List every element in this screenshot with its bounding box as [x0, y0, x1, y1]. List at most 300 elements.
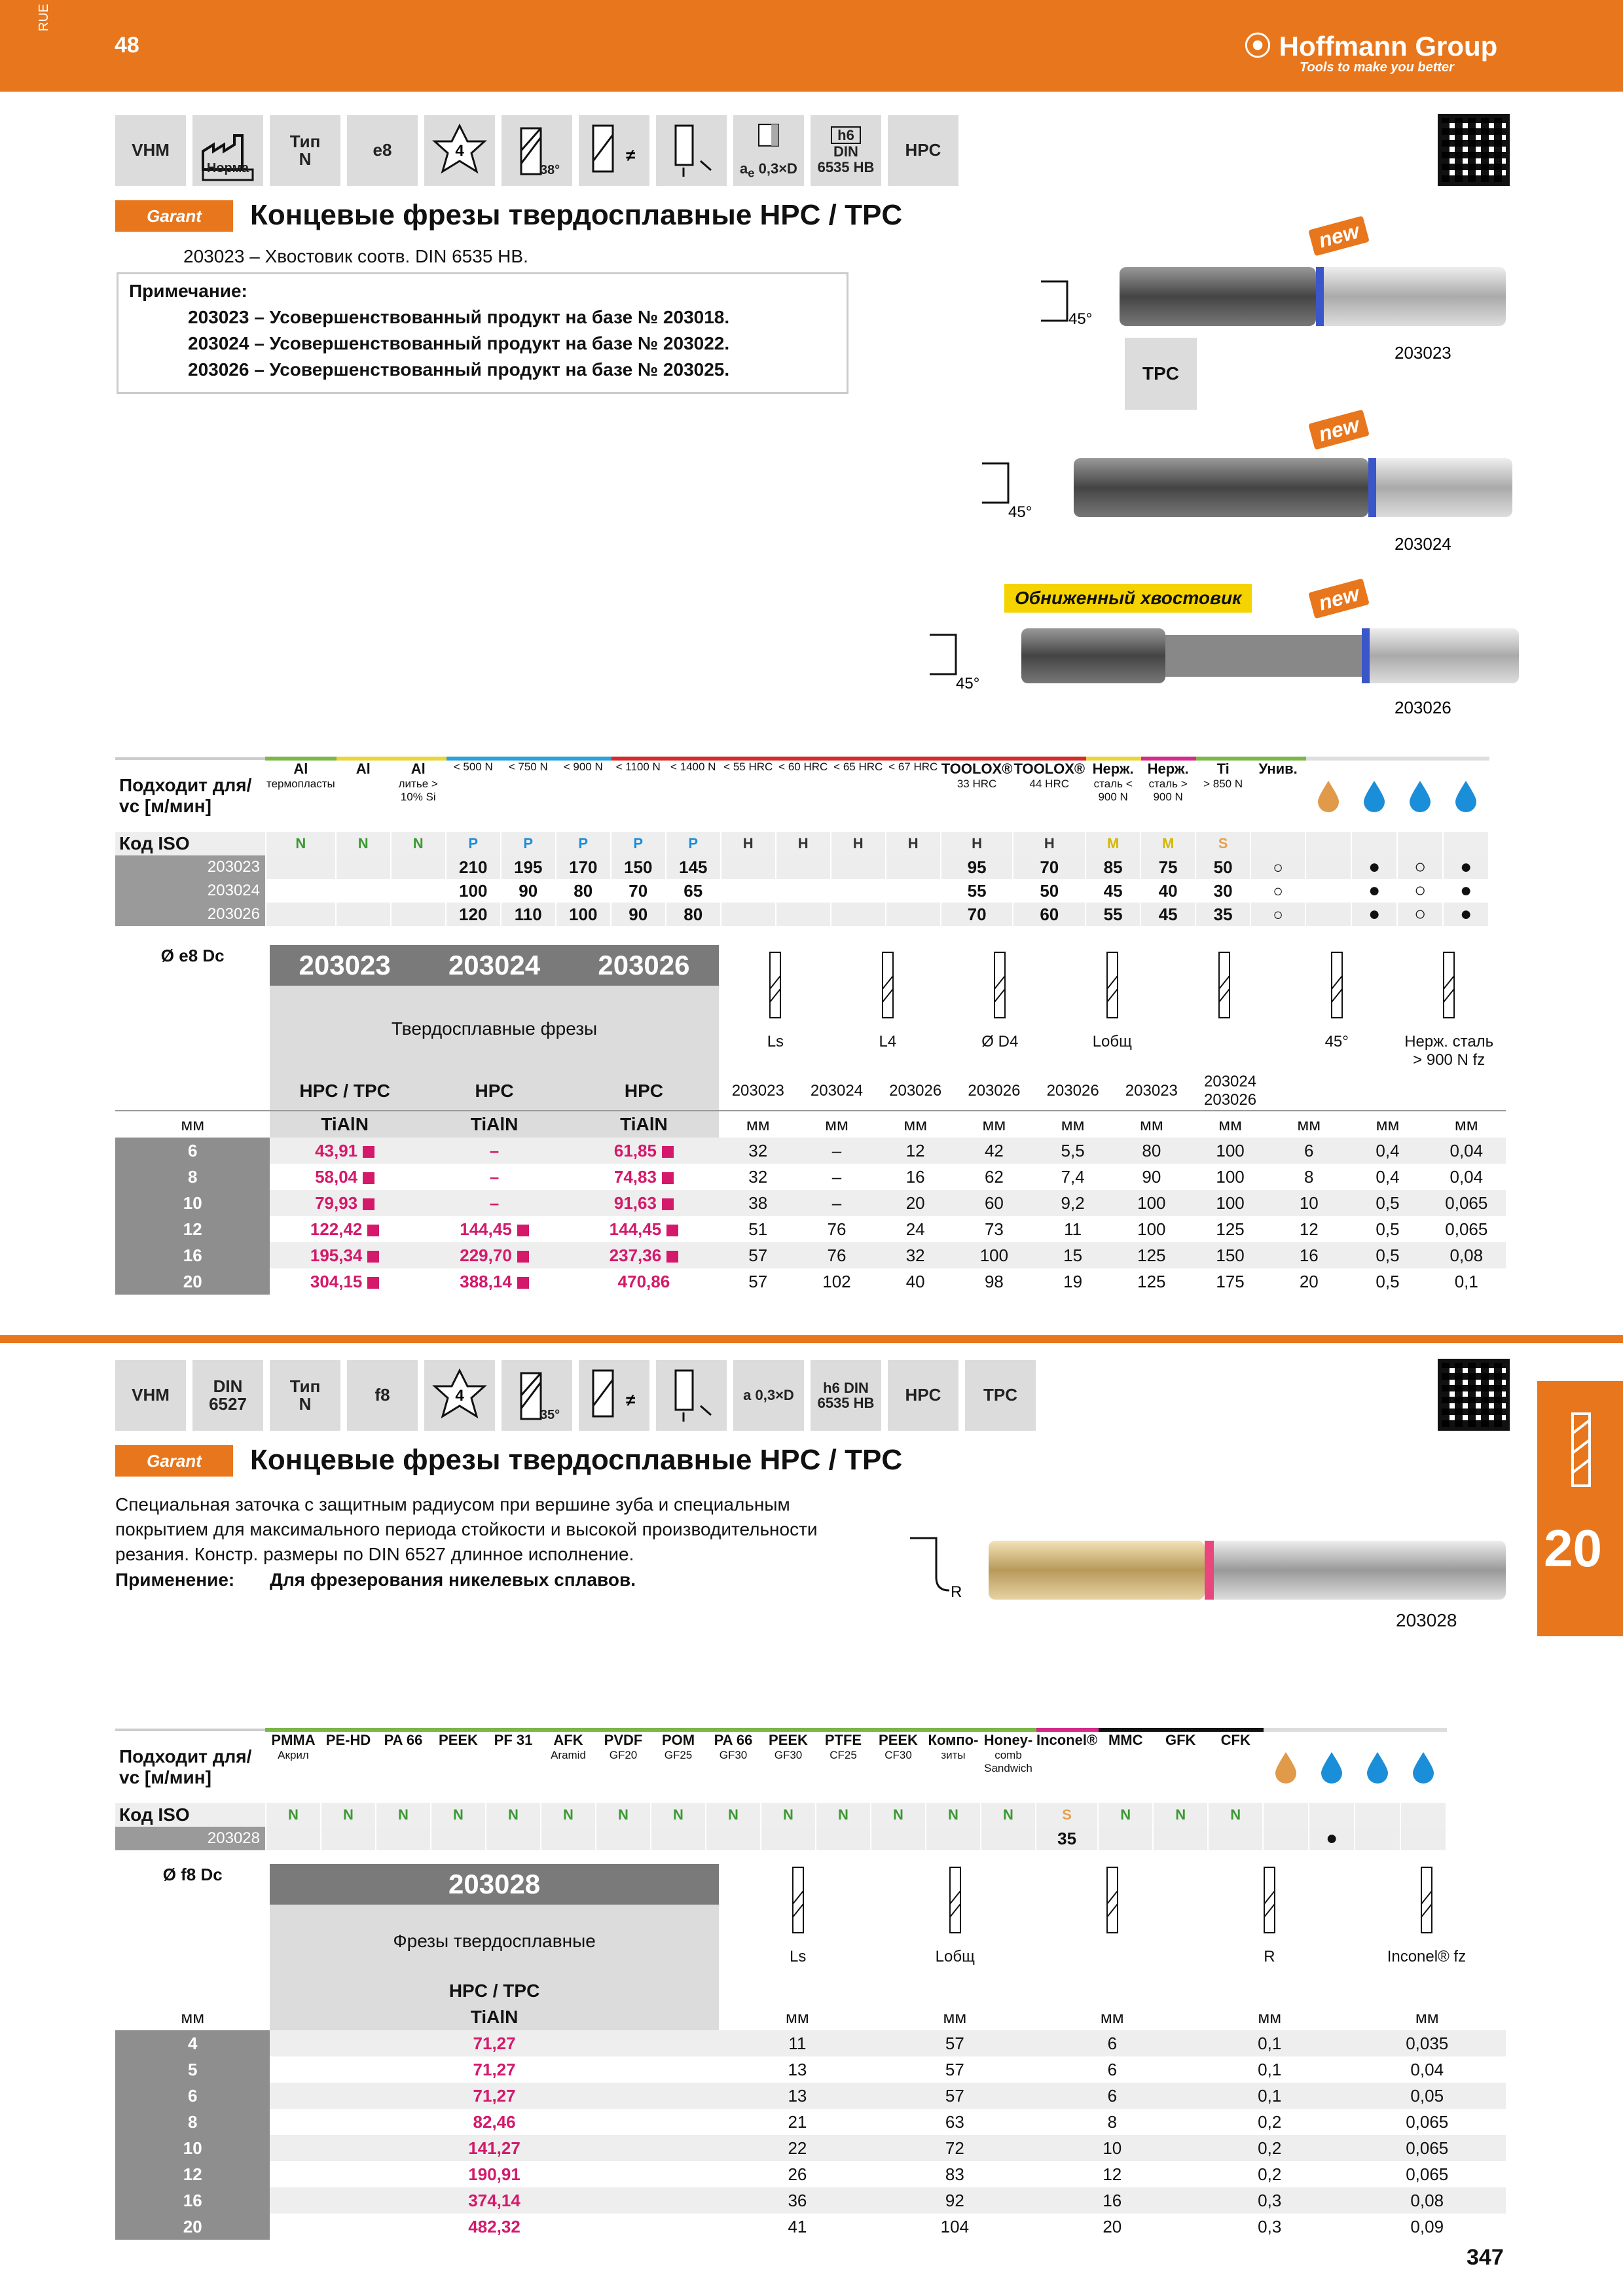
vc-value: 170	[556, 855, 611, 879]
dim-value: 0,1	[1258, 2033, 1282, 2053]
coolant-value: ●	[1351, 855, 1397, 879]
iso-code: N	[336, 832, 391, 855]
coolant-value: ●	[1443, 855, 1489, 879]
dim-value: 0,5	[1376, 1193, 1400, 1213]
coolant-icon	[1351, 759, 1397, 832]
cutting-depth-icon: a 0,3×D	[733, 1360, 804, 1431]
vc-value: 150	[611, 855, 666, 879]
unit: мм	[1139, 1114, 1163, 1134]
vc-value: 95	[941, 855, 1013, 879]
application-text: Для фрезерования никелевых сплавов.	[270, 1570, 636, 1590]
dim-value: 0,1	[1454, 1271, 1478, 1291]
diameter: 20	[115, 1268, 270, 1295]
iso-code: H	[776, 832, 831, 855]
dim-value: 0,2	[1258, 2138, 1282, 2158]
stock-icon	[662, 1146, 674, 1158]
unit: мм	[1297, 1114, 1321, 1134]
stock-icon	[367, 1251, 379, 1263]
desc-line: Специальная заточка с защитным радиусом при вершине зуба и специальным	[115, 1494, 790, 1515]
dim-value: 0,04	[1450, 1166, 1484, 1187]
unit: мм	[982, 1114, 1006, 1134]
dim-value: 16	[905, 1166, 925, 1187]
price: 91,63	[569, 1190, 718, 1216]
section2-title: Концевые фрезы твердосплавные HPC / TPC	[250, 1444, 903, 1476]
vc-value	[486, 1827, 541, 1850]
qr-code[interactable]	[1438, 114, 1510, 186]
diameter: 5	[115, 2056, 270, 2083]
vc-value: 55	[1085, 903, 1140, 926]
dim-value: 8	[1107, 2111, 1118, 2132]
dim-value: 8	[1304, 1166, 1314, 1187]
mat-col: < 55 HRC	[721, 759, 776, 832]
vc-value: 70	[941, 903, 1013, 926]
coating: TiAlN	[569, 1111, 718, 1138]
vc-value	[266, 855, 336, 879]
coolant-value: ○	[1397, 903, 1443, 926]
diameter: 8	[115, 2109, 270, 2135]
shank-din-icon: h6 DIN 6535 HB	[811, 115, 881, 186]
angle-label: 45°	[1008, 503, 1032, 521]
vc-value	[886, 903, 941, 926]
dim-diagram: Нерж. сталь > 900 N fz	[1403, 950, 1495, 1069]
vc-value: ○	[1250, 903, 1305, 926]
dim-value: 100	[1137, 1193, 1166, 1213]
dim-value: 57	[748, 1271, 768, 1291]
dim-value: 22	[788, 2138, 807, 2158]
mat-col: CFK	[1208, 1730, 1263, 1803]
flutes-icon	[424, 1360, 495, 1431]
qr-code[interactable]	[1438, 1359, 1510, 1431]
iso-code: H	[831, 832, 886, 855]
dim-value: –	[831, 1166, 842, 1187]
vc-value	[596, 1827, 651, 1850]
iso-code: S	[1036, 1803, 1098, 1827]
iso-code: P	[446, 832, 501, 855]
helix-angle-icon: 35°	[501, 1360, 572, 1431]
vc-value	[926, 1827, 981, 1850]
dim-value: 16	[1299, 1245, 1319, 1265]
new-badge: new	[1308, 216, 1370, 257]
vc-value: 75	[1140, 855, 1195, 879]
price: –	[489, 1193, 500, 1213]
dim-value: 21	[788, 2111, 807, 2132]
unit: мм	[1415, 2007, 1439, 2027]
dim-value: 0,2	[1258, 2111, 1282, 2132]
unit: мм	[1100, 2007, 1124, 2027]
vc-value	[721, 903, 776, 926]
vc-value: 45	[1140, 903, 1195, 926]
dim-value: 100	[1216, 1193, 1245, 1213]
dim-value: 80	[1142, 1140, 1161, 1160]
dim-value: 0,4	[1376, 1166, 1400, 1187]
diameter: 10	[115, 2135, 270, 2161]
price: 61,85	[569, 1138, 718, 1164]
vc-value	[336, 855, 391, 879]
dim-value: 0,3	[1258, 2216, 1282, 2236]
vc-value: 110	[501, 903, 556, 926]
garant-logo: Garant	[115, 200, 233, 232]
plunge-icon	[656, 1360, 727, 1431]
svg-text:4: 4	[455, 1387, 464, 1405]
dim-value: 32	[748, 1140, 768, 1160]
row-code: 203028	[115, 1827, 266, 1850]
coolant-value	[1263, 1827, 1309, 1850]
vhm-icon: VHM	[115, 115, 186, 186]
dim-value: 0,5	[1376, 1219, 1400, 1239]
new-badge: new	[1308, 579, 1370, 619]
vc-value: 30	[1195, 879, 1250, 903]
iso-code: N	[816, 1803, 871, 1827]
mat-col: Al	[336, 759, 391, 832]
col-product: 203026	[1046, 1082, 1099, 1100]
unit: мм	[786, 2007, 809, 2027]
col-product	[1269, 1072, 1348, 1111]
unit: мм	[1454, 1114, 1478, 1134]
brand-tagline: Tools to make you better	[1300, 60, 1454, 75]
new-badge: new	[1308, 410, 1370, 450]
iso-label: Код ISO	[115, 1803, 266, 1827]
iso-code: N	[596, 1803, 651, 1827]
vc-value: 100	[446, 879, 501, 903]
vc-value: 100	[556, 903, 611, 926]
vc-value: 65	[666, 879, 721, 903]
iso-code: N	[321, 1803, 376, 1827]
vc-value	[886, 879, 941, 903]
mat-col: PEEK GF30	[761, 1730, 816, 1803]
unit: мм	[181, 1114, 205, 1134]
sub-type: HPC	[420, 1072, 569, 1111]
dim-diagram: R	[1204, 1865, 1335, 1966]
cutting-depth-icon: $a_e$ 0,3×D	[733, 115, 804, 186]
stock-icon	[363, 1172, 374, 1184]
vc-value	[1098, 1827, 1153, 1850]
dim-value: 12	[1299, 1219, 1319, 1239]
dim-value: 6	[1304, 1140, 1314, 1160]
mat-header-label: Подходит для/ vc [м/мин]	[115, 1730, 266, 1803]
vc-value	[541, 1827, 596, 1850]
dim-value: 36	[788, 2190, 807, 2210]
dim-value: 0,065	[1445, 1193, 1488, 1213]
mat-col: < 750 N	[501, 759, 556, 832]
vc-value: 80	[666, 903, 721, 926]
stock-icon	[517, 1251, 529, 1263]
dim-value: 63	[945, 2111, 964, 2132]
mat-col: POM GF25	[651, 1730, 706, 1803]
mat-col: PA 66	[376, 1730, 431, 1803]
col-product: 203024 203026	[1204, 1073, 1257, 1109]
iso-code: P	[501, 832, 556, 855]
vc-value	[721, 879, 776, 903]
spec-icon-row	[115, 115, 958, 186]
mat-col: < 67 HRC	[886, 759, 941, 832]
iso-code: N	[761, 1803, 816, 1827]
iso-code: N	[871, 1803, 926, 1827]
dim-value: 150	[1216, 1245, 1245, 1265]
vc-value: 195	[501, 855, 556, 879]
dim-value: 0,09	[1410, 2216, 1444, 2236]
price: 122,42	[270, 1216, 419, 1242]
vc-value: 210	[446, 855, 501, 879]
mat-col: Компо- зиты	[926, 1730, 981, 1803]
price: 141,27	[468, 2138, 520, 2158]
iso-code	[1250, 832, 1305, 855]
vc-value: 50	[1195, 855, 1250, 879]
vc-value: ○	[1250, 879, 1305, 903]
iso-code: H	[721, 832, 776, 855]
dim-value: 9,2	[1061, 1193, 1085, 1213]
tolerance-icon: f8	[347, 1360, 418, 1431]
stock-icon	[662, 1172, 674, 1184]
unit: мм	[903, 1114, 928, 1134]
dim-value: 0,1	[1258, 2059, 1282, 2079]
stock-icon	[666, 1225, 678, 1236]
vc-value	[831, 903, 886, 926]
dim-value: 13	[788, 2059, 807, 2079]
product-code: 203023	[270, 945, 419, 986]
coolant-value	[1305, 855, 1351, 879]
spec-icon-row-2	[115, 1360, 1036, 1431]
col-product: 203026	[968, 1082, 1021, 1100]
dim-value: 0,04	[1450, 1140, 1484, 1160]
image-label: 203028	[1396, 1610, 1457, 1630]
mat-col: < 900 N	[556, 759, 611, 832]
image-label: 203023	[1395, 343, 1451, 363]
col-product: 203023	[731, 1082, 784, 1100]
dim-value: 0,04	[1410, 2059, 1444, 2079]
mat-col: PMMA Акрил	[266, 1730, 321, 1803]
vc-value: 40	[1140, 879, 1195, 903]
dim-diagram: L4	[842, 950, 934, 1069]
vc-value	[336, 879, 391, 903]
tpc-icon: TPC	[965, 1360, 1036, 1431]
dim-value: 0,3	[1258, 2190, 1282, 2210]
diameter: 10	[115, 1190, 270, 1216]
dim-value: 98	[984, 1271, 1004, 1291]
col-product: 203026	[889, 1082, 942, 1100]
vc-value	[1153, 1827, 1208, 1850]
note-line: 203024 – Усовершенствованный продукт на базе № 203022.	[188, 333, 730, 353]
dim-value: 10	[1299, 1193, 1319, 1213]
desc-line: покрытием для максимального периода стойкости и высокой производительности	[115, 1519, 818, 1539]
dim-value: 0,065	[1406, 2138, 1449, 2158]
sub-type: HPC	[569, 1072, 718, 1111]
vc-value: 80	[556, 879, 611, 903]
tpc-box: TPC	[1125, 338, 1197, 410]
vc-value	[721, 855, 776, 879]
vc-value: 85	[1085, 855, 1140, 879]
unequal-pitch-icon	[579, 115, 649, 186]
coolant-value: ●	[1351, 903, 1397, 926]
iso-code: P	[666, 832, 721, 855]
unit: мм	[1376, 1114, 1400, 1134]
chapter-number: 20	[1544, 1519, 1602, 1577]
dim-value: 76	[827, 1219, 847, 1239]
vc-value: 120	[446, 903, 501, 926]
dim-value: 125	[1137, 1271, 1166, 1291]
iso-code: N	[981, 1803, 1036, 1827]
dim-value: 100	[979, 1245, 1009, 1265]
vc-value: 45	[1085, 879, 1140, 903]
coolant-icon	[1263, 1730, 1309, 1803]
dim-value: 125	[1137, 1245, 1166, 1265]
iso-code: N	[486, 1803, 541, 1827]
dim-value: 102	[822, 1271, 851, 1291]
dim-value: 38	[748, 1193, 768, 1213]
dim-value: 100	[1216, 1140, 1245, 1160]
mat-col: PEEK CF30	[871, 1730, 926, 1803]
vc-value: 90	[501, 879, 556, 903]
note-title: Примечание:	[129, 281, 247, 301]
unequal-pitch-icon	[579, 1360, 649, 1431]
price: 237,36	[569, 1242, 718, 1268]
diameter: 12	[115, 2161, 270, 2187]
dim-value: 0,5	[1376, 1271, 1400, 1291]
dc-label: Ø e8 Dc	[160, 946, 225, 965]
mat-col: Inconel®	[1036, 1730, 1098, 1803]
dim-value: 73	[984, 1219, 1004, 1239]
vc-value	[266, 879, 336, 903]
angle-label: 45°	[1068, 310, 1093, 328]
iso-code: N	[266, 1803, 321, 1827]
vc-value: 35	[1036, 1827, 1098, 1850]
coating: TiAlN	[270, 1111, 419, 1138]
material-table-2	[115, 1728, 1506, 1850]
vc-value	[651, 1827, 706, 1850]
coolant-value	[1355, 1827, 1400, 1850]
price: –	[489, 1166, 500, 1187]
vc-value	[981, 1827, 1036, 1850]
iso-code: M	[1085, 832, 1140, 855]
price: –	[489, 1140, 500, 1160]
price: 304,15	[270, 1268, 419, 1295]
dim-value: 0,065	[1406, 2164, 1449, 2184]
iso-code: H	[886, 832, 941, 855]
unit: мм	[825, 1114, 848, 1134]
coolant-icon	[1400, 1730, 1446, 1803]
price: 470,86	[617, 1271, 670, 1291]
desc-line: резания. Констр. размеры по DIN 6527 длинное исполнение.	[115, 1544, 634, 1564]
vc-value	[871, 1827, 926, 1850]
mat-col: PF 31	[486, 1730, 541, 1803]
vc-value	[336, 903, 391, 926]
price: 74,83	[569, 1164, 718, 1190]
note-line: 203026 – Усовершенствованный продукт на базе № 203025.	[188, 359, 730, 380]
unit: мм	[1218, 1114, 1242, 1134]
vc-value	[391, 855, 446, 879]
side-label: RUE	[37, 3, 51, 31]
stock-icon	[662, 1198, 674, 1210]
vc-value: 70	[611, 879, 666, 903]
mat-col: MMC	[1098, 1730, 1153, 1803]
diameter: 6	[115, 1138, 270, 1164]
coolant-value	[1400, 1827, 1446, 1850]
price: 71,27	[473, 2033, 516, 2053]
col-product: 203023	[1125, 1082, 1178, 1100]
iso-code: N	[1208, 1803, 1263, 1827]
vc-value	[266, 1827, 321, 1850]
dim-diagram	[1178, 950, 1270, 1069]
price: 79,93	[270, 1190, 419, 1216]
dim-value: 104	[940, 2216, 970, 2236]
svg-text:≠: ≠	[626, 145, 636, 165]
price: 71,27	[473, 2085, 516, 2106]
mat-col: Унив.	[1250, 759, 1305, 832]
dim-value: 41	[788, 2216, 807, 2236]
helix-angle-icon: 38°	[501, 115, 572, 186]
dim-value: 26	[788, 2164, 807, 2184]
diameter: 6	[115, 2083, 270, 2109]
reduced-shank-callout: Обниженный хвостовик	[1004, 584, 1252, 613]
col-product	[1427, 1072, 1506, 1111]
price: 482,32	[468, 2216, 520, 2236]
vc-value	[431, 1827, 486, 1850]
unit: мм	[943, 2007, 967, 2027]
vc-value	[391, 879, 446, 903]
mat-col: PTFE CF25	[816, 1730, 871, 1803]
dim-value: –	[831, 1193, 842, 1213]
diameter: 12	[115, 1216, 270, 1242]
dimension-table-1	[115, 945, 1506, 1295]
mat-col: AFK Aramid	[541, 1730, 596, 1803]
svg-text:4: 4	[455, 142, 464, 160]
diameter: 16	[115, 2187, 270, 2214]
dim-value: 0,065	[1406, 2111, 1449, 2132]
garant-logo: Garant	[115, 1445, 233, 1477]
stock-icon	[517, 1225, 529, 1236]
dim-value: 20	[1103, 2216, 1122, 2236]
unit: мм	[1061, 1114, 1085, 1134]
mat-col: Al термопласты	[266, 759, 336, 832]
vc-value	[761, 1827, 816, 1850]
dim-value: 13	[788, 2085, 807, 2106]
dim-value: 125	[1216, 1219, 1245, 1239]
coolant-value: ○	[1397, 855, 1443, 879]
diameter: 8	[115, 1164, 270, 1190]
coolant-icon	[1443, 759, 1489, 832]
shank-note: 203023 – Хвостовик соотв. DIN 6535 HB.	[183, 246, 528, 266]
dim-value: 19	[1063, 1271, 1083, 1291]
dim-value: 57	[945, 2085, 964, 2106]
price: 82,46	[473, 2111, 516, 2132]
image-label: 203026	[1395, 698, 1451, 717]
mat-col: Нерж. сталь > 900 N	[1140, 759, 1195, 832]
col-product: 203024	[810, 1082, 864, 1100]
dim-diagram: Lобщ	[1067, 950, 1158, 1069]
diameter: 20	[115, 2214, 270, 2240]
coolant-value: ●	[1309, 1827, 1355, 1850]
price: 43,91	[270, 1138, 419, 1164]
dim-value: 6	[1107, 2085, 1118, 2106]
plunge-icon	[656, 115, 727, 186]
dim-value: 100	[1216, 1166, 1245, 1187]
iso-code: M	[1140, 832, 1195, 855]
dim-value: 16	[1103, 2190, 1122, 2210]
price: 229,70	[420, 1242, 569, 1268]
coolant-value: ●	[1443, 879, 1489, 903]
dim-value: 83	[945, 2164, 964, 2184]
dim-diagram	[1047, 1865, 1178, 1966]
mat-col: Нерж. сталь < 900 N	[1085, 759, 1140, 832]
coolant-value: ●	[1443, 903, 1489, 926]
vc-value	[831, 855, 886, 879]
type-icon: Тип N	[270, 115, 340, 186]
angle-label: 45°	[956, 675, 980, 692]
sub-type: HPC / TPC	[270, 1072, 419, 1111]
mat-col: PVDF GF20	[596, 1730, 651, 1803]
stock-icon	[363, 1198, 374, 1210]
dim-value: 0,065	[1445, 1219, 1488, 1239]
shank-din-icon: h6 DIN 6535 HB	[811, 1360, 881, 1431]
